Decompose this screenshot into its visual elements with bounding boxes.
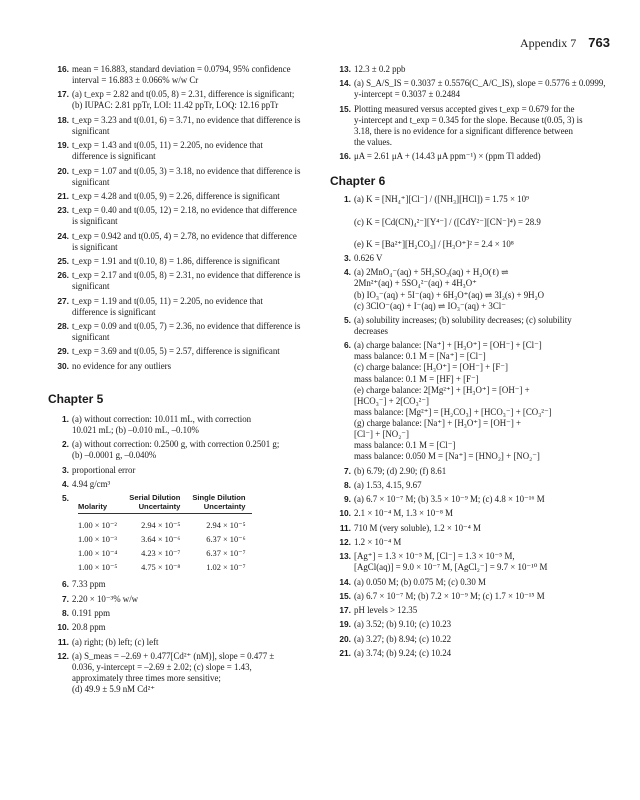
answer-text: t_exp = 0.942 and t(0.05, 4) = 2.78, no evidence that difference is significant (72, 230, 297, 252)
answer-item (340, 466, 612, 477)
column-header: Single Dilution Uncertainty (192, 493, 246, 512)
answer-number: 8. (344, 479, 351, 490)
answer-item (58, 579, 320, 590)
answer-item (58, 637, 320, 648)
answer-list (340, 194, 612, 659)
table-row (78, 546, 252, 560)
answer-item (340, 634, 612, 645)
answer-item (340, 591, 612, 602)
answer-item (58, 166, 320, 188)
table-row (78, 514, 252, 533)
table-cell: 1.00 × 10⁻⁴ (78, 549, 118, 559)
answer-text: (a) 0.050 M; (b) 0.075 M; (c) 0.30 M (354, 576, 486, 587)
answer-text: 0.626 V (354, 253, 383, 264)
answer-text: no evidence for any outliers (72, 360, 172, 371)
answer-number: 7. (62, 593, 69, 604)
answer-text: (a) S_A/S_IS = 0.3037 ± 0.5576(C_A/C_IS), slope = 0.5776 ± 0.0999, y-intercept = 0.3037 ± 0.2484 (354, 78, 606, 100)
answer-item (58, 205, 320, 227)
answer-number: 16. (339, 151, 351, 162)
answer-item (340, 253, 612, 264)
answer-number: 16. (57, 64, 69, 74)
answer-item (340, 551, 612, 573)
answer-item (340, 267, 612, 311)
answer-number: 10. (57, 622, 69, 633)
answer-text: t_exp = 1.43 and t(0.05, 11) = 2.205, no evidence that difference is significant (72, 140, 263, 162)
right-column (330, 64, 612, 662)
table-row (78, 560, 252, 574)
table-cell: 1.02 × 10⁻⁷ (206, 563, 246, 573)
answer-text: (a) without correction: 10.011 mL, with correction 10.021 mL; (b) –0.010 mL, –0.10% (72, 413, 252, 435)
answer-number: 5. (344, 314, 351, 325)
answer-number: 25. (57, 255, 69, 266)
answer-item (340, 151, 612, 162)
answer-text: (a) 3.52; (b) 9.10; (c) 10.23 (354, 619, 452, 630)
answer-item (58, 594, 320, 605)
answer-text: t_exp = 0.09 and t(0.05, 7) = 2.36, no evidence that difference is significant (72, 320, 301, 343)
answer-number: 30. (57, 360, 69, 371)
answer-text: [Ag⁺] = 1.3 × 10⁻⁵ M, [Cl⁻] = 1.3 × 10⁻⁵ M, [AgCl(aq)] = 9.0 × 10⁻⁷ M, [AgCl₂⁻] = 9.7 × 10⁻¹⁰ M (354, 551, 548, 573)
table-cell: 1.00 × 10⁻³ (78, 535, 117, 545)
section-title: Appendix 7 (519, 36, 577, 50)
answer-text: (a) S_meas = –2.69 + 0.477[Cd²⁺ (nM)], slope = 0.477 ± 0.036, y-intercept = –2.69 ± 2.02; (c) slope = 1.43, approximately three times more sensitive; (d) 49.9 ± 5.9 nM Cd²⁺ (72, 650, 275, 695)
answer-text: 12.3 ± 0.2 ppb (354, 64, 406, 74)
answer-item (58, 651, 320, 695)
answer-number: 24. (57, 230, 69, 241)
answer-item (58, 64, 320, 86)
answer-item (58, 608, 320, 619)
answer-item (58, 361, 320, 372)
answer-text: (a) 2MnO₄⁻(aq) + 5H₂SO₃(aq) + H₂O(ℓ) ⇌ 2Mn²⁺(aq) + 5SO₄²⁻(aq) + 4H₃O⁺ (b) IO₃⁻(aq) + 5I⁻(aq) + 6H₃O⁺(aq) ⇌ 3I₂(s) + 9H₂O (c) 3ClO⁻(aq) + I⁻(aq) ⇌ IO₃⁻(aq) + 3Cl⁻ (354, 267, 545, 311)
table-cell: 2.94 × 10⁻⁵ (141, 521, 181, 531)
answer-item (340, 537, 612, 548)
answer-number: 1. (62, 413, 69, 424)
answer-number: 14. (339, 576, 351, 587)
answer-text: (a) charge balance: [Na⁺] + [H₃O⁺] = [OH⁻] + [Cl⁻] mass balance: 0.1 M = [Na⁺] = [Cl⁻] (c) charge balance: [H₃O⁺] = [OH⁻] + [F⁻] mass balance: 0.1 M = [HF] + [F⁻] (e) charge balance: 2[Mg²⁺] + [H₃O⁺] = [OH⁻] + [HCO₃⁻] + 2[CO₃²⁻] mass balance: [Mg²⁺] = [H₂CO₃] + [HCO₃⁻] + [CO₃²⁻] (g) charge balance: [Na⁺] + [H₃O⁺] = [OH⁻] + [Cl⁻] + [NO₂⁻] mass balance: 0.1 M = [Cl⁻] mass balance: 0.050 M = [Na⁺] = [HNO₂] + [NO₂⁻] (354, 340, 552, 462)
answer-number: 6. (62, 579, 69, 590)
answer-number: 3. (62, 464, 69, 475)
answer-text: 20.8 ppm (72, 622, 106, 633)
answer-number: 11. (57, 636, 69, 647)
answer-text: (a) 3.27; (b) 8.94; (c) 10.22 (354, 633, 452, 644)
table-cell: 6.37 × 10⁻⁷ (206, 549, 246, 559)
answer-item (58, 493, 320, 574)
answer-number: 1. (344, 194, 351, 205)
answer-number: 4. (344, 267, 351, 278)
answer-item (340, 648, 612, 659)
answer-item (58, 439, 320, 461)
answer-text: (a) solubility increases; (b) solubility decreases; (c) solubility decreases (354, 314, 572, 336)
answer-item (340, 480, 612, 491)
answer-number: 18. (57, 114, 69, 125)
dilution-table (78, 493, 252, 574)
answer-number: 20. (339, 633, 351, 644)
column-header: Molarity (78, 502, 108, 512)
answer-number: 13. (339, 64, 351, 74)
answer-list (58, 64, 320, 372)
answer-text: (a) 1.53, 4.15, 9.67 (354, 479, 422, 490)
answer-number: 8. (62, 608, 69, 619)
answer-text: 7.33 ppm (72, 579, 106, 590)
answer-text: (a) right; (b) left; (c) left (72, 636, 159, 647)
answer-text: 1.2 × 10⁻⁴ M (354, 536, 402, 547)
answer-number: 19. (339, 619, 351, 630)
answer-number: 2. (62, 439, 69, 450)
answer-number: 21. (339, 647, 351, 658)
answer-number: 12. (339, 536, 351, 547)
table-cell: 3.64 × 10⁻⁶ (141, 535, 181, 545)
answer-text: t_exp = 3.69 and t(0.05, 5) = 2.57, difference is significant (72, 346, 280, 357)
answer-number: 28. (57, 320, 69, 331)
answer-text: t_exp = 1.07 and t(0.05, 3) = 3.18, no evidence that difference is significant (72, 165, 301, 187)
answer-item (340, 508, 612, 519)
answer-item (340, 494, 612, 505)
table-cell: 1.00 × 10⁻² (78, 521, 117, 531)
answer-item (58, 622, 320, 633)
table-row (78, 532, 252, 546)
answer-item (58, 115, 320, 137)
column-header: Serial Dilution Uncertainty (129, 493, 181, 512)
answer-text: (a) 3.74; (b) 9.24; (c) 10.24 (354, 647, 452, 658)
answer-text: 2.20 × 10⁻³% w/w (72, 593, 139, 604)
answer-number: 17. (57, 89, 69, 100)
answer-item (340, 194, 612, 249)
answer-number: 20. (57, 165, 69, 176)
answer-item (340, 64, 612, 75)
answer-number: 17. (339, 605, 351, 616)
answer-list (58, 579, 320, 695)
answer-text: (a) t_exp = 2.82 and t(0.05, 8) = 2.31, difference is significant; (b) IUPAC: 2.81 ppTr, LOI: 11.42 ppTr, LOQ: 12.16 ppTr (72, 89, 295, 111)
answer-item (58, 191, 320, 202)
answer-text: t_exp = 3.23 and t(0.01, 6) = 3.71, no evidence that difference is significant (72, 114, 301, 136)
answer-number: 7. (344, 465, 351, 476)
answer-text: (a) 6.7 × 10⁻⁷ M; (b) 3.5 × 10⁻⁹ M; (c) 4.8 × 10⁻¹⁶ M (354, 494, 545, 505)
answer-text: (a) K = [NH₄⁺][Cl⁻] / ([NH₃][HCl]) = 1.75 × 10⁹ (c) K = [Cd(CN)₄²⁻][Y⁴⁻] / ([CdY²⁻][CN⁻]⁴) = 28.9 (e) K = [Ba²⁺][H₂CO₃] / [H₃O⁺]² = 2.4 × 10⁸ (354, 194, 541, 249)
page-header (520, 35, 610, 51)
table-cell: 4.75 × 10⁻⁸ (141, 563, 181, 573)
answer-item (58, 321, 320, 343)
answer-text: t_exp = 4.28 and t(0.05, 9) = 2.26, difference is significant (72, 190, 280, 201)
answer-number: 23. (57, 205, 69, 216)
answer-item (340, 78, 612, 100)
answer-text: (b) 6.79; (d) 2.90; (f) 8.61 (354, 465, 447, 476)
answer-item (58, 89, 320, 111)
answer-number: 6. (344, 340, 351, 351)
answer-item (58, 231, 320, 253)
answer-number: 10. (339, 508, 351, 519)
answer-item (340, 523, 612, 534)
answer-item (340, 315, 612, 337)
answer-item (58, 270, 320, 292)
answer-number: 14. (339, 78, 351, 89)
answer-number: 26. (57, 270, 69, 281)
answer-number: 3. (344, 253, 351, 264)
answer-text: pH levels > 12.35 (354, 605, 418, 616)
answer-text: μA = 2.61 μA + (14.43 μA ppm⁻¹) × (ppm Tl added) (354, 151, 541, 162)
answer-text: proportional error (72, 464, 136, 475)
answer-number: 9. (344, 494, 351, 505)
answer-number: 5. (62, 493, 69, 504)
answer-item (340, 605, 612, 616)
answer-number: 11. (339, 522, 351, 533)
answer-item (58, 140, 320, 162)
answer-number: 15. (339, 103, 351, 114)
chapter-6-heading: Chapter 6 (330, 174, 386, 189)
answer-text: t_exp = 1.19 and t(0.05, 11) = 2.205, no evidence that difference is significant (72, 295, 263, 317)
answer-text: t_exp = 0.40 and t(0.05, 12) = 2.18, no evidence that difference is significant (72, 205, 297, 227)
answer-number: 13. (339, 551, 351, 562)
answer-number: 15. (339, 590, 351, 601)
answer-item (58, 256, 320, 267)
answer-item (340, 619, 612, 630)
table-cell: 6.37 × 10⁻⁶ (206, 535, 246, 545)
answer-text: (a) 6.7 × 10⁻⁷ M; (b) 7.2 × 10⁻⁹ M; (c) 1.7 × 10⁻¹⁵ M (354, 590, 545, 601)
answer-item (340, 577, 612, 588)
answer-text: 0.191 ppm (72, 608, 110, 619)
answer-item (58, 465, 320, 476)
page-number: 763 (588, 35, 610, 50)
answer-text: t_exp = 1.91 and t(0.10, 8) = 1.86, difference is significant (72, 255, 280, 266)
answer-number: 29. (57, 346, 69, 357)
answer-item (58, 296, 320, 318)
answer-text: mean = 16.883, standard deviation = 0.0794, 95% confidence interval = 16.883 ± 0.066% w/w Cr (72, 64, 291, 86)
answer-item (58, 346, 320, 357)
left-column (48, 64, 320, 698)
answer-number: 19. (57, 140, 69, 151)
answer-number: 4. (62, 478, 69, 489)
answer-text: (a) without correction: 0.2500 g, with correction 0.2501 g; (b) –0.0001 g, –0.040% (72, 439, 280, 461)
answer-text: 710 M (very soluble), 1.2 × 10⁻⁴ M (354, 522, 481, 533)
table-cell: 4.23 × 10⁻⁷ (141, 549, 181, 559)
chapter-5-heading: Chapter 5 (48, 391, 104, 406)
answer-item (340, 340, 612, 462)
answer-list (340, 64, 612, 162)
answer-number: 21. (57, 190, 69, 201)
answer-item (58, 479, 320, 490)
table-cell: 1.00 × 10⁻⁵ (78, 563, 118, 573)
answer-item (58, 414, 320, 436)
answer-list (58, 414, 320, 490)
answer-text: 2.1 × 10⁻⁴ M, 1.3 × 10⁻⁸ M (354, 508, 454, 519)
answer-number: 27. (57, 295, 69, 306)
answer-text: 4.94 g/cm³ (72, 478, 111, 489)
answer-number: 12. (57, 650, 69, 661)
answer-text: Plotting measured versus accepted gives t_exp = 0.679 for the y-intercept and t_exp = 0.345 for the slope. Because t(0.05, 3) is 3.18, there is no evidence for a significant difference between the values. (354, 103, 583, 147)
answer-text: t_exp = 2.17 and t(0.05, 8) = 2.31, no evidence that difference is significant (72, 270, 301, 292)
table-cell: 2.94 × 10⁻⁵ (206, 521, 246, 531)
answer-item (340, 104, 612, 148)
